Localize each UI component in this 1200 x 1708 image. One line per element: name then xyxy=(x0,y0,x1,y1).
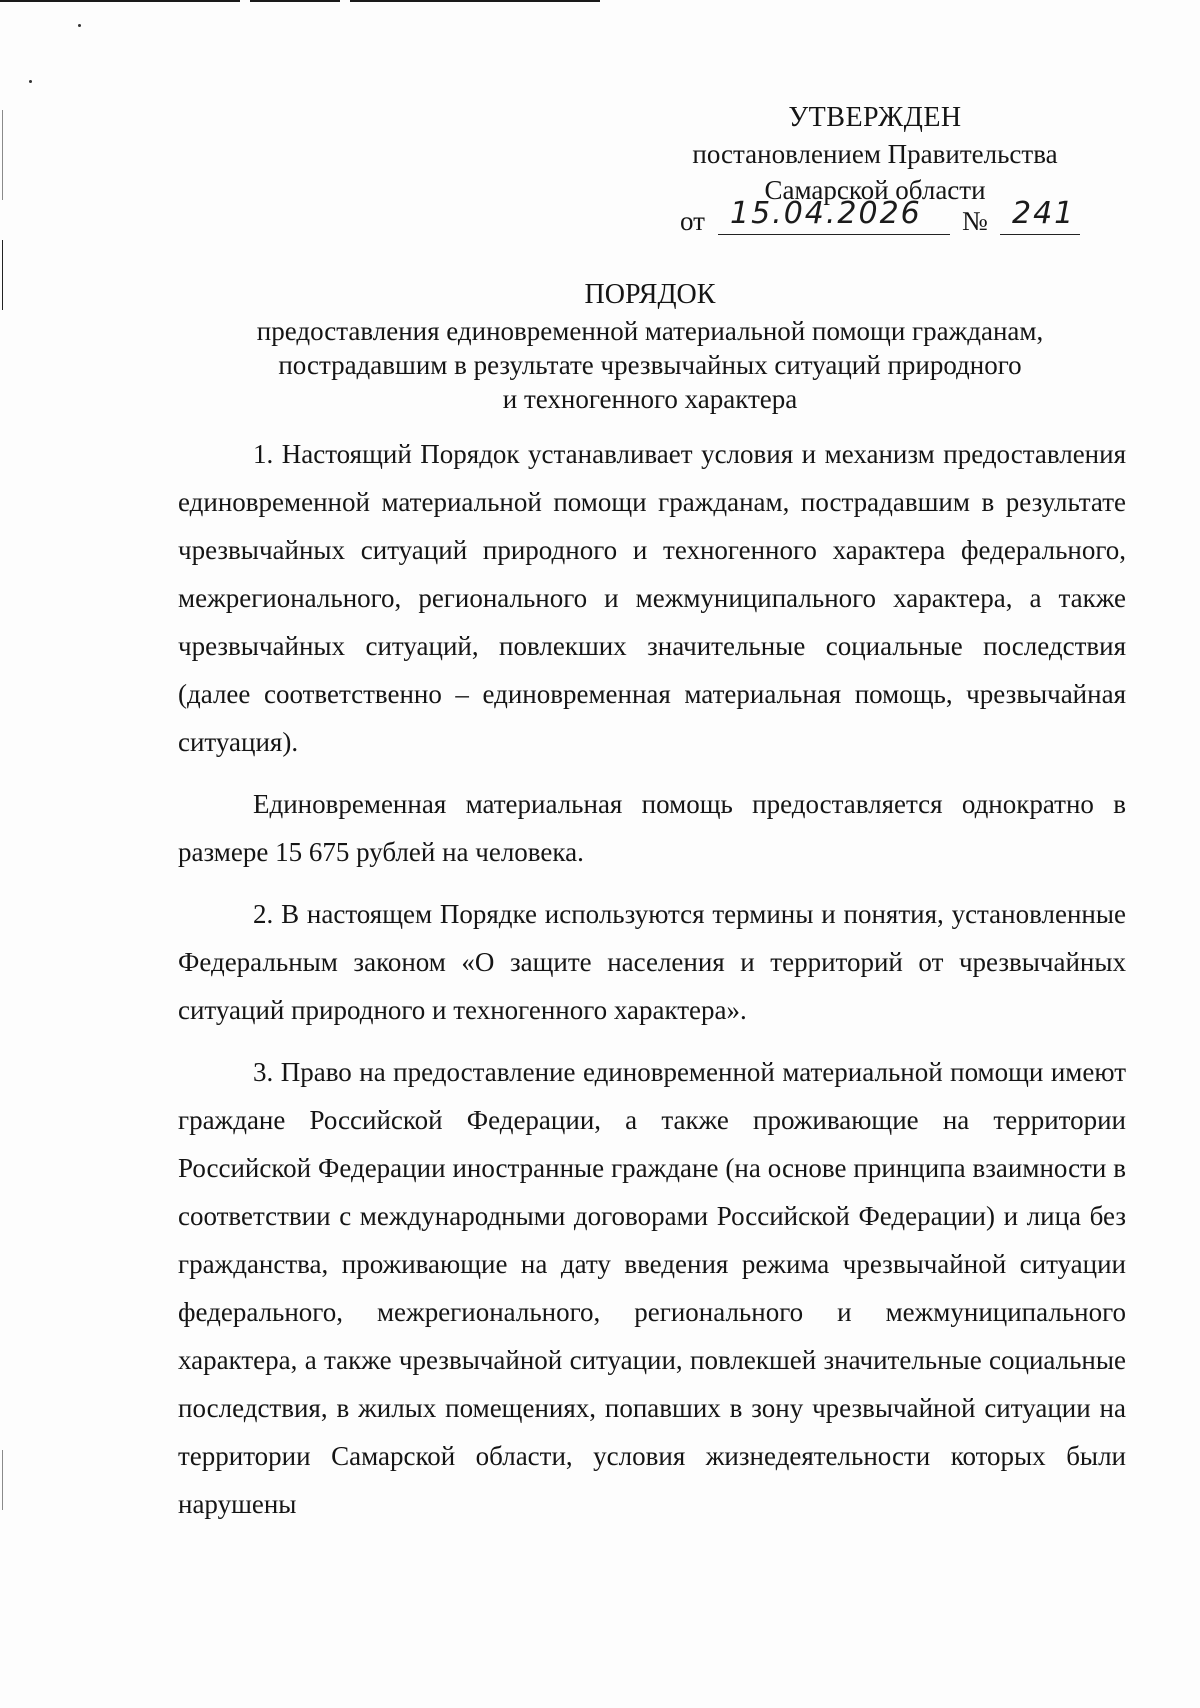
paragraph-2: 2. В настоящем Порядке используются термины и понятия, установленные Федеральным законом «О защите населения и территорий от чрезвычайных ситуаций природного и техногенного характера». xyxy=(178,899,1126,1025)
scan-speck xyxy=(78,24,81,27)
scan-edge-line xyxy=(2,1450,3,1510)
scan-edge-line xyxy=(350,0,600,2)
approval-issuer: постановлением Правительства xyxy=(692,139,1058,169)
number-sign: № xyxy=(962,206,988,236)
scan-speck xyxy=(29,80,32,83)
document-subtitle-line: и техногенного характера xyxy=(502,384,798,414)
handwritten-number: 241 xyxy=(1012,196,1076,231)
document-subtitle-line: предоставления единовременной материальной помощи гражданам, xyxy=(256,316,1044,346)
document-title-block xyxy=(180,278,1120,416)
scan-edge-line xyxy=(2,240,3,310)
paragraph-1: 1. Настоящий Порядок устанавливает условия и механизм предоставления единовременной материальной помощи гражданам, пострадавшим в результате чрезвычайных ситуаций природного и техногенного характера федерального, межрегионального, регионального и межмуниципального характера, а также чрезвычайных ситуаций, повлекших значительные социальные последствия (далее соответственно – единовременная материальная помощь, чрезвычайная ситуация). xyxy=(178,439,1126,757)
approval-date-line xyxy=(680,196,1080,240)
approval-stamp: УТВЕРЖДЕН xyxy=(788,102,962,133)
paragraph-3: 3. Право на предоставление единовременной материальной помощи имеют граждане Российской Федерации, а также проживающие на территории Российской Федерации иностранные граждане (на основе принципа взаимности в соответствии с международными договорами Российской Федерации) и лица без гражданства, проживающие на дату введения режима чрезвычайной ситуации федерального, межрегионального, регионального и межмуниципального характера, а также чрезвычайной ситуации, повлекшей значительные социальные последствия, в жилых помещениях, попавших в зону чрезвычайной ситуации на территории Самарской области, условия жизнедеятельности которых были нарушены xyxy=(178,1057,1126,1519)
scan-edge-line xyxy=(250,0,340,2)
scan-edge-line xyxy=(0,0,240,2)
approval-region: Самарской области xyxy=(764,175,986,205)
document-title: ПОРЯДОК xyxy=(584,279,716,310)
paragraph-1-amount: Единовременная материальная помощь предоставляется однократно в размере 15 675 рублей на человека. xyxy=(178,789,1126,867)
date-prefix: от xyxy=(680,206,705,236)
handwritten-date: 15.04.2026 xyxy=(730,196,922,231)
approval-block xyxy=(650,100,1100,208)
number-field xyxy=(1000,196,1080,235)
scan-edge-line xyxy=(2,110,3,200)
date-field xyxy=(718,196,950,235)
document-subtitle-line: пострадавшим в результате чрезвычайных ситуаций природного xyxy=(278,350,1022,380)
document-body xyxy=(178,430,1126,1542)
